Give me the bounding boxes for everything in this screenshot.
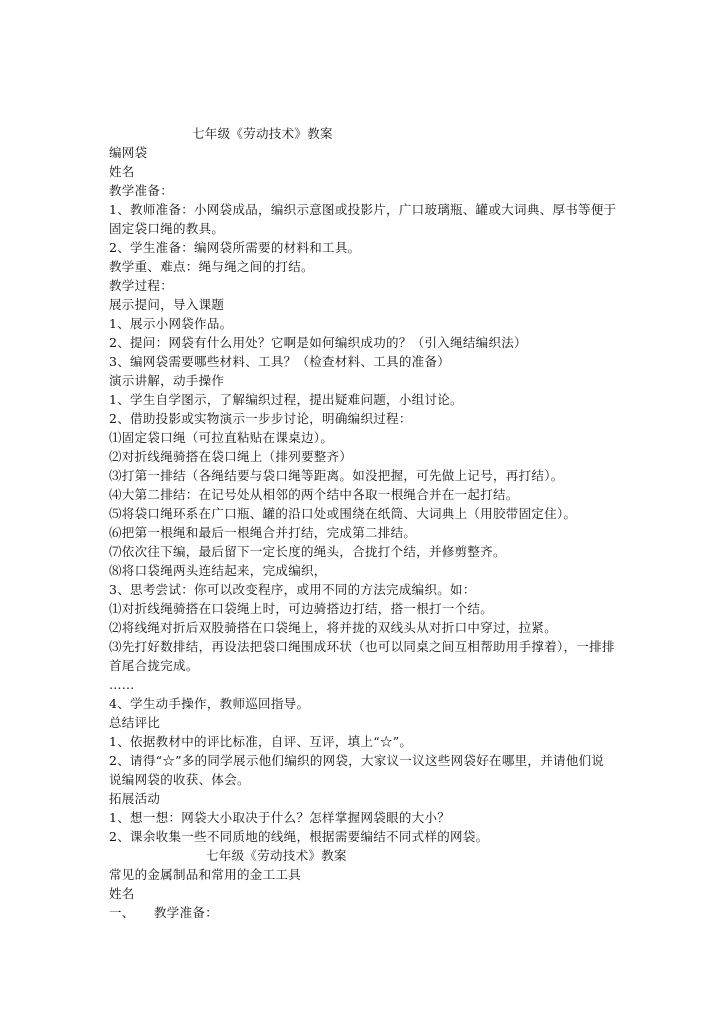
text-line: 2、借助投影或实物演示一步步讨论，明确编织过程： (109, 411, 412, 426)
text-line: 1、学生自学图示，了解编织过程，提出疑难问题，小组讨论。 (109, 392, 463, 407)
text-line: 2、课余收集一些不同质地的线绳，根据需要编结不同式样的网袋。 (109, 829, 489, 844)
text-line: 1、依据教材中的评比标准，自评、互评，填上“☆”。 (109, 734, 413, 749)
name-label: 姓名 (109, 164, 135, 179)
text-line: ⑻将口袋绳两头连结起来，完成编织， (109, 563, 327, 578)
text-line: 1、教师准备：小网袋成品，编织示意图或投影片，广口玻璃瓶、罐或大词典、厚书等便于 (109, 202, 617, 217)
text-line: ⑴对折线绳骑搭在口袋绳上时，可边骑搭边打结，搭一根打一个结。 (109, 601, 494, 616)
lesson-title: 七年级《劳动技术》教案 (192, 126, 333, 141)
name-label-2: 姓名 (109, 886, 135, 901)
text-line: ⑹把第一根绳和最后一根绳合并打结，完成第二排结。 (109, 525, 417, 540)
text-line: ⑵将线绳对折后双股骑搭在口袋绳上，将并拢的双线头从对折口中穿过，拉紧。 (109, 620, 558, 635)
text-line: 总结评比 (109, 715, 161, 730)
text-line: 2、提问：网袋有什么用处？它啊是如何编织成功的？（引入绳结编织法） (109, 335, 527, 350)
text-line: 4、学生动手操作，教师巡回指导。 (109, 696, 310, 711)
text-line: 固定袋口绳的教具。 (109, 221, 225, 236)
text-line: 1、展示小网袋作品。 (109, 316, 233, 331)
text-line: ⑶先打好数排结，再设法把袋口绳围成环状（也可以同桌之间互相帮助用手撑着），一排排 (109, 639, 615, 654)
text-line: ⑶打第一排结（各绳结要与袋口绳等距离。如没把握，可先做上记号，再打结）。 (109, 468, 564, 483)
text-line: ⑴固定袋口绳（可拉直粘贴在课桌边）。 (109, 430, 334, 445)
text-line: 说编网袋的收获、体会。 (109, 772, 250, 787)
section-heading (109, 904, 218, 922)
lesson-subject-2: 常见的金属制品和常用的金工工具 (109, 867, 302, 882)
text-line: 教学重、难点：绳与绳之间的打结。 (109, 259, 314, 274)
lesson-subject: 编网袋 (109, 145, 148, 160)
text-line: 2、请得“☆”多的同学展示他们编织的网袋，大家议一议这些网袋好在哪里，并请他们说 (109, 753, 605, 768)
lesson-title-2: 七年级《劳动技术》教案 (206, 848, 347, 863)
text-line: 教学过程： (109, 278, 174, 293)
text-line: 展示提问，导入课题 (109, 297, 225, 312)
text-line: 3、编网袋需要哪些材料、工具？（检查材料、工具的准备） (109, 354, 451, 369)
text-line: 教学准备： (109, 183, 174, 198)
text-line: 3、思考尝试：你可以改变程序，或用不同的方法完成编织。如： (109, 582, 476, 597)
section-label: 教学准备： (154, 905, 219, 920)
text-line: 演示讲解，动手操作 (109, 373, 225, 388)
section-number: 一、 (109, 905, 135, 920)
text-line: …… (109, 677, 135, 692)
text-line: ⑸将袋口绳环系在广口瓶、罐的沿口处或围绕在纸筒、大词典上（用胶带固定住）。 (109, 506, 577, 521)
text-line: 2、学生准备：编网袋所需要的材料和工具。 (109, 240, 361, 255)
text-line: ⑷大第二排结：在记号处从相邻的两个结中各取一根绳合并在一起打结。 (109, 487, 519, 502)
text-line: 1、想一想：网袋大小取决于什么？怎样掌握网袋眼的大小？ (109, 810, 451, 825)
text-line: ⑺依次往下编，最后留下一定长度的绳头，合拢打个结，并修剪整齐。 (109, 544, 506, 559)
text-line: 拓展活动 (109, 791, 161, 806)
text-line: 首尾合拢完成。 (109, 658, 199, 673)
text-line: ⑵对折线绳骑搭在袋口绳上（排列要整齐） (109, 449, 353, 464)
